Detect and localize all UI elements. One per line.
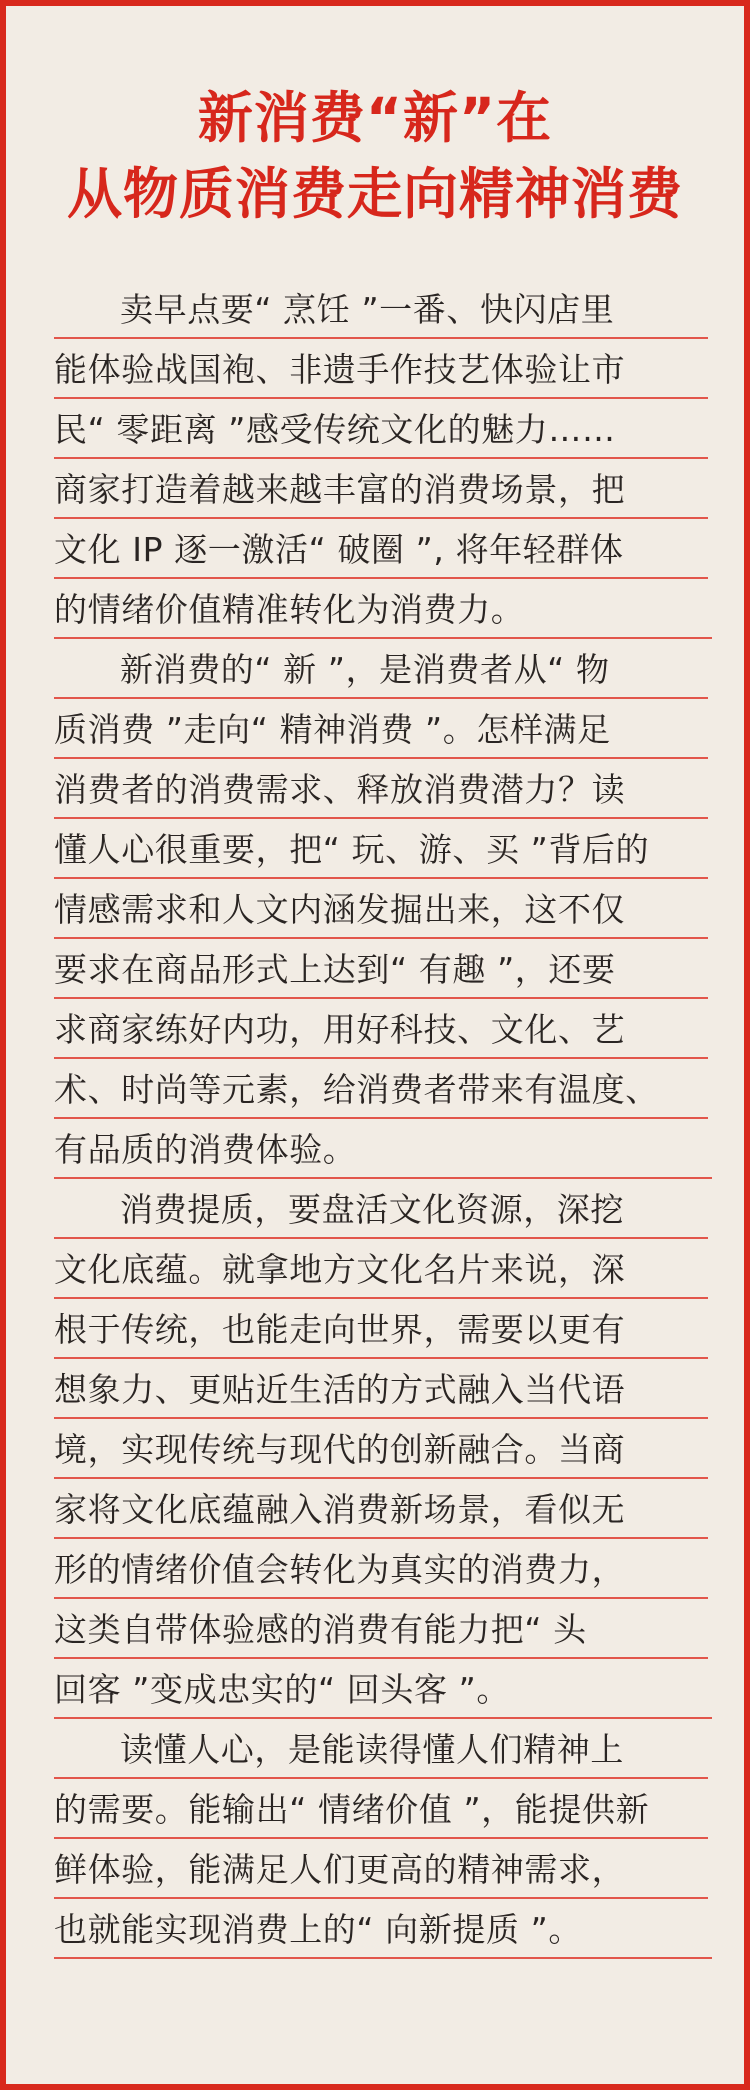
underline-rule (54, 1537, 708, 1539)
underline-rule (54, 877, 708, 879)
underline-rule (54, 817, 708, 819)
line-text: 家将文化底蕴融入消费新场景，看似无 (54, 1490, 626, 1529)
text-line (54, 521, 704, 581)
underline-rule (54, 997, 708, 999)
line-text: 新消费的“ 新 ”，是消费者从“ 物 (120, 650, 610, 689)
article-body (54, 281, 704, 1961)
underline-rule (54, 517, 708, 519)
text-line (54, 881, 704, 941)
text-line (54, 461, 704, 521)
underline-rule (54, 1897, 708, 1899)
underline-rule (54, 1357, 708, 1359)
page-frame (6, 6, 744, 2084)
line-text: 能体验战国袍、非遗手作技艺体验让市 (54, 350, 626, 389)
line-text: 这类自带体验感的消费有能力把“ 头 (54, 1610, 587, 1649)
line-text: 的情绪价值精准转化为消费力。 (54, 590, 525, 629)
line-text: 消费者的消费需求、释放消费潜力？读 (54, 770, 626, 809)
text-line (54, 281, 704, 341)
line-text: 境，实现传统与现代的创新融合。当商 (54, 1430, 626, 1469)
underline-rule (54, 937, 708, 939)
line-text: 想象力、更贴近生活的方式融入当代语 (54, 1370, 626, 1409)
text-line (54, 701, 704, 761)
text-line (54, 761, 704, 821)
text-line (54, 1901, 704, 1961)
paragraph (54, 281, 704, 641)
line-text: 术、时尚等元素，给消费者带来有温度、 (54, 1070, 659, 1109)
text-line (54, 1121, 704, 1181)
line-text: 文化 IP 逐一激活“ 破圈 ”, 将年轻群体 (54, 530, 624, 569)
text-line (54, 1001, 704, 1061)
line-text: 求商家练好内功，用好科技、文化、艺 (54, 1010, 626, 1049)
line-text: 懂人心很重要，把“ 玩、游、买 ”背后的 (54, 830, 650, 869)
paragraph (54, 1181, 704, 1721)
line-text: 根于传统，也能走向世界，需要以更有 (54, 1310, 626, 1349)
text-line (54, 1241, 704, 1301)
underline-rule (54, 397, 708, 399)
text-line (54, 1661, 704, 1721)
line-text: 消费提质，要盘活文化资源，深挖 (120, 1190, 624, 1229)
paragraph (54, 641, 704, 1181)
line-text: 情感需求和人文内涵发掘出来，这不仅 (54, 890, 626, 929)
text-line (54, 1601, 704, 1661)
underline-rule (54, 1297, 708, 1299)
line-text: 回客 ”变成忠实的“ 回头客 ”。 (54, 1670, 510, 1709)
underline-rule (54, 1117, 708, 1119)
line-text: 的需要。能输出“ 情绪价值 ”，能提供新 (54, 1790, 650, 1829)
text-line (54, 1541, 704, 1601)
text-line (54, 1481, 704, 1541)
text-line (54, 1781, 704, 1841)
underline-rule (54, 1477, 708, 1479)
line-text: 有品质的消费体验。 (54, 1130, 357, 1169)
underline-rule (54, 1237, 708, 1239)
underline-rule (54, 1057, 708, 1059)
text-line (54, 401, 704, 461)
paragraph (54, 1721, 704, 1961)
line-text: 要求在商品形式上达到“ 有趣 ”，还要 (54, 950, 616, 989)
underline-rule (54, 697, 708, 699)
line-text: 商家打造着越来越丰富的消费场景，把 (54, 470, 626, 509)
underline-rule (54, 1837, 708, 1839)
text-line (54, 641, 704, 701)
text-line (54, 941, 704, 1001)
title-line-1: 新消费“新”在 (197, 86, 553, 150)
line-text: 质消费 ”走向“ 精神消费 ”。怎样满足 (54, 710, 611, 749)
underline-rule (54, 1717, 712, 1719)
underline-rule (54, 637, 712, 639)
text-line (54, 1301, 704, 1361)
text-line (54, 1841, 704, 1901)
underline-rule (54, 1597, 708, 1599)
underline-rule (54, 1657, 708, 1659)
text-line (54, 1721, 704, 1781)
underline-rule (54, 457, 708, 459)
text-line (54, 581, 704, 641)
text-line (54, 1361, 704, 1421)
line-text: 卖早点要“ 烹饪 ”一番、快闪店里 (120, 290, 615, 329)
underline-rule (54, 1957, 712, 1959)
text-line (54, 1181, 704, 1241)
line-text: 鲜体验，能满足人们更高的精神需求， (54, 1850, 626, 1889)
underline-rule (54, 1777, 708, 1779)
line-text: 形的情绪价值会转化为真实的消费力， (54, 1550, 626, 1589)
line-text: 民“ 零距离 ”感受传统文化的魅力…… (54, 410, 616, 449)
text-line (54, 821, 704, 881)
underline-rule (54, 1417, 708, 1419)
underline-rule (54, 577, 708, 579)
text-line (54, 341, 704, 401)
text-line (54, 1421, 704, 1481)
line-text: 读懂人心，是能读得懂人们精神上 (120, 1730, 624, 1769)
underline-rule (54, 757, 708, 759)
page-title (6, 80, 744, 232)
text-line (54, 1061, 704, 1121)
title-line-2: 从物质消费走向精神消费 (66, 162, 683, 226)
line-text: 文化底蕴。就拿地方文化名片来说，深 (54, 1250, 626, 1289)
line-text: 也就能实现消费上的“ 向新提质 ”。 (54, 1910, 582, 1949)
underline-rule (54, 1177, 712, 1179)
underline-rule (54, 337, 708, 339)
